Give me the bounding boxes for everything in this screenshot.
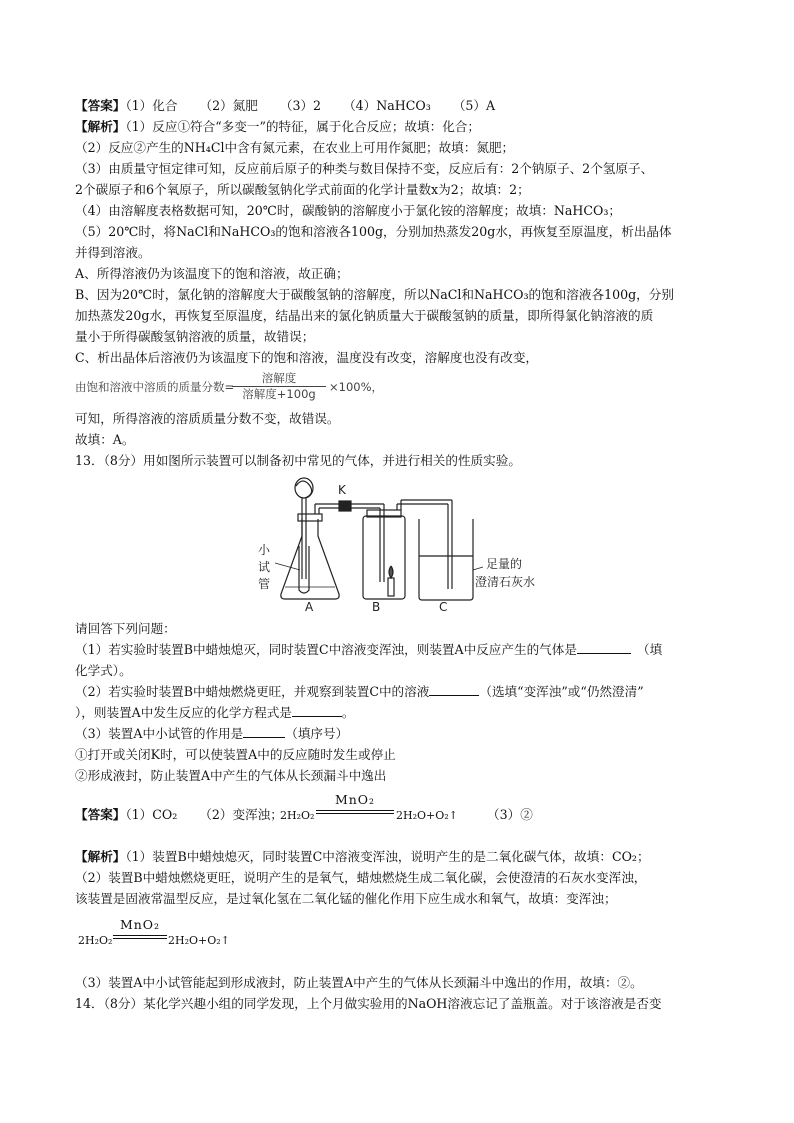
label-pointer (473, 567, 483, 570)
sub-text: 化学式）。 (75, 663, 132, 678)
analysis-text: 2个碳原子和6个氧原子，所以碳酸氢钠化学式前面的化学计量数x为2；故填：2； (75, 182, 530, 197)
mass-fraction-formula (75, 371, 384, 401)
analysis-text: 加热蒸发20g水，再恢复至原温度，结晶出来的氯化钠质量大于碳酸氢钠的质量，即所得氯化钠溶液的质 (75, 308, 654, 323)
equation-left: 2H₂O₂ (280, 809, 315, 822)
answer-item: （4）NaHCO₃ (343, 98, 431, 113)
formula-fraction (232, 372, 326, 401)
sub-text: （3）装置A中小试管的作用是 (75, 726, 244, 741)
tube-label: 管 (258, 577, 271, 591)
catalyst: MnO₂ (334, 792, 376, 807)
analysis-text: 故填：A。 (75, 432, 135, 447)
answer-blank (292, 704, 342, 717)
limewater-label: 澄清石灰水 (475, 575, 536, 589)
catalyst: MnO₂ (119, 917, 161, 932)
analysis-text: 量小于所得碳酸氢钠溶液的质量，故错误； (75, 329, 315, 344)
analysis-text: （2）装置B中蜡烛燃烧更旺，说明产生的是氧气，蜡烛燃烧生成二氧化碳，会使澄清的石灰水变浑浊， (75, 870, 647, 885)
sub-text: （选填“变浑浊”或“仍然澄清” (479, 684, 644, 699)
q12-answer-line (75, 97, 495, 115)
reaction-arrow (113, 935, 167, 936)
sub-question-1 (75, 641, 662, 659)
answer-tag: 【答案】 (75, 98, 126, 113)
formula-prefix: 由饱和溶液中溶质的质量分数= (75, 380, 235, 394)
candle-flame (389, 566, 393, 578)
apparatus-label-a: A (305, 600, 314, 614)
apparatus-label-b: B (372, 600, 381, 614)
analysis-text: B、因为20℃时，氯化钠的溶解度大于碳酸氢钠的溶解度，所以NaCl和NaHCO₃的饱和溶液各100g，分别 (75, 287, 674, 302)
sub-text: （填序号） (285, 726, 349, 741)
analysis-text: （5）20℃时，将NaCl和NaHCO₃的饱和溶液各100g，分别加热蒸发20g水，再恢复至原温度，析出晶体 (75, 224, 672, 239)
answer-blank (577, 641, 631, 654)
option-2: ②形成液封，防止装置A中产生的气体从长颈漏斗中逸出 (75, 768, 387, 783)
sub-text: （1）若实验时装置B中蜡烛熄灭，同时装置C中溶液变浑浊，则装置A中反应产生的气体是 (75, 642, 577, 657)
candle (388, 578, 394, 596)
answer-item: （2）氮肥 (199, 98, 258, 113)
equation-condition (316, 793, 394, 814)
limewater-label: 足量的 (486, 557, 523, 571)
formula-denominator: 溶解度+100g (242, 387, 316, 401)
small-test-tube (299, 546, 309, 593)
analysis-tag: 【解析】 (75, 119, 126, 134)
answer-item: （3）② (487, 807, 533, 822)
answer-blank (429, 683, 479, 696)
sub-question-3 (75, 725, 348, 743)
equation-right: 2H₂O+O₂↑ (168, 934, 230, 947)
apparatus-figure (245, 474, 550, 614)
answer-blank (243, 725, 285, 738)
equation-right: 2H₂O+O₂↑ (396, 809, 458, 822)
question-13-stem: 13．（8分）用如图所示装置可以制备初中常见的气体，并进行相关的性质实验。 (75, 453, 521, 468)
tube-label: 试 (258, 560, 271, 574)
option-1: ①打开或关闭K时，可以使装置A中的反应随时发生或停止 (75, 747, 396, 762)
sub-text: ），则装置A中发生反应的化学方程式是 (75, 705, 292, 720)
sub-text: 。 (341, 705, 355, 720)
answer-item: （1）化合 (125, 98, 178, 113)
q12-analysis-line (75, 118, 480, 136)
valve-k (339, 501, 351, 511)
equation-condition (113, 918, 167, 939)
answer-item: （2）变浑浊； (199, 807, 283, 822)
sub-question-2 (75, 683, 644, 701)
answer-item: （3）2 (279, 98, 322, 113)
analysis-text: （1）反应①符合“多变一”的特征，属于化合反应；故填：化合； (125, 119, 480, 134)
answer-tag: 【答案】 (75, 807, 126, 822)
analysis-text: C、析出晶体后溶液仍为该温度下的饱和溶液，温度没有改变，溶解度也没有改变， (75, 350, 539, 365)
question-14-stem: 14．（8分）某化学兴趣小组的同学发现，上个月做实验用的NaOH溶液忘记了盖瓶盖。对于该溶液是否变 (75, 996, 662, 1011)
reaction-arrow (316, 813, 394, 814)
q13-analysis-line (75, 848, 650, 866)
analysis-text: （3）由质量守恒定律可知，反应前后原子的种类与数目保持不变，反应后有：2个钠原子、2个氢原子、 (75, 161, 654, 176)
sub-question-2-cont (75, 704, 354, 722)
valve-label: K (338, 483, 346, 497)
answer-item: （1）CO₂ (125, 807, 178, 822)
analysis-text: 可知，所得溶液的溶质质量分数不变，故错误。 (75, 411, 340, 426)
analysis-tag: 【解析】 (75, 849, 126, 864)
apparatus-label-c: C (439, 600, 448, 614)
answer-item: （5）A (452, 98, 496, 113)
analysis-text: 并得到溶液。 (75, 245, 151, 260)
analysis-text: （4）由溶解度表格数据可知，20℃时，碳酸钠的溶解度小于氯化铵的溶解度；故填：NaHCO₃； (75, 203, 622, 218)
equation-left: 2H₂O₂ (78, 934, 113, 947)
prompt: 请回答下列问题： (75, 621, 176, 636)
sub-text: （填 (636, 642, 663, 657)
q13-answer-line (75, 806, 283, 824)
analysis-text: （1）装置B中蜡烛熄灭，同时装置C中溶液变浑浊，说明产生的是二氧化碳气体，故填：CO₂； (125, 849, 650, 864)
analysis-text: A、所得溶液仍为该温度下的饱和溶液，故正确； (75, 266, 349, 281)
analysis-text: 该装置是固液常温型反应，是过氧化氢在二氧化锰的催化作用下应生成水和氧气，故填：变浑浊； (75, 891, 617, 906)
formula-numerator: 溶解度 (261, 371, 297, 385)
sub-text: （2）若实验时装置B中蜡烛燃烧更旺，并观察到装置C中的溶液 (75, 684, 430, 699)
formula-suffix: ×100%， (329, 380, 384, 394)
label-pointer (275, 563, 300, 570)
reaction-arrow (113, 938, 167, 939)
analysis-text: （3）装置A中小试管能起到形成液封，防止装置A中产生的气体从长颈漏斗中逸出的作用，故填：②。 (75, 975, 643, 990)
beaker-c (419, 519, 473, 600)
tube-label: 小 (258, 543, 271, 557)
analysis-text: （2）反应②产生的NH₄Cl中含有氮元素，在农业上可用作氮肥；故填：氮肥； (75, 140, 515, 155)
reaction-arrow (316, 810, 394, 811)
